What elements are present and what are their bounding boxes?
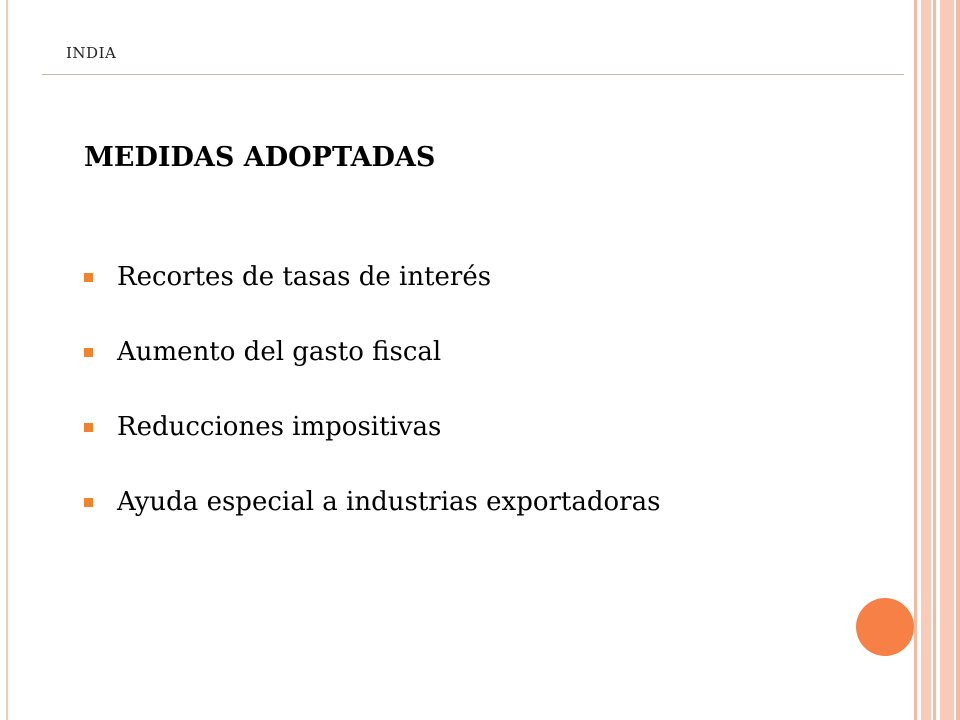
bullet-text: Reducciones impositivas (117, 412, 442, 442)
bullet-text: Recortes de tasas de interés (117, 262, 492, 292)
stripe (940, 0, 954, 720)
header-divider (42, 74, 904, 75)
bullet-item (84, 408, 660, 446)
stripe (921, 0, 931, 720)
bullet-item (84, 483, 660, 521)
square-bullet-icon (84, 498, 93, 507)
bullet-list (84, 258, 660, 558)
header-label: INDIA (66, 44, 117, 62)
stripe (914, 0, 917, 720)
stripe (933, 0, 936, 720)
stripe (956, 0, 960, 720)
square-bullet-icon (84, 273, 93, 282)
slide-title: MEDIDAS ADOPTADAS (84, 142, 436, 173)
right-decorative-stripes (914, 0, 960, 720)
orange-circle-decoration (856, 598, 914, 656)
bullet-text: Aumento del gasto fiscal (117, 337, 442, 367)
square-bullet-icon (84, 348, 93, 357)
left-border-line (6, 0, 8, 720)
bullet-text: Ayuda especial a industrias exportadoras (117, 487, 661, 517)
bullet-item (84, 258, 660, 296)
square-bullet-icon (84, 423, 93, 432)
bullet-item (84, 333, 660, 371)
